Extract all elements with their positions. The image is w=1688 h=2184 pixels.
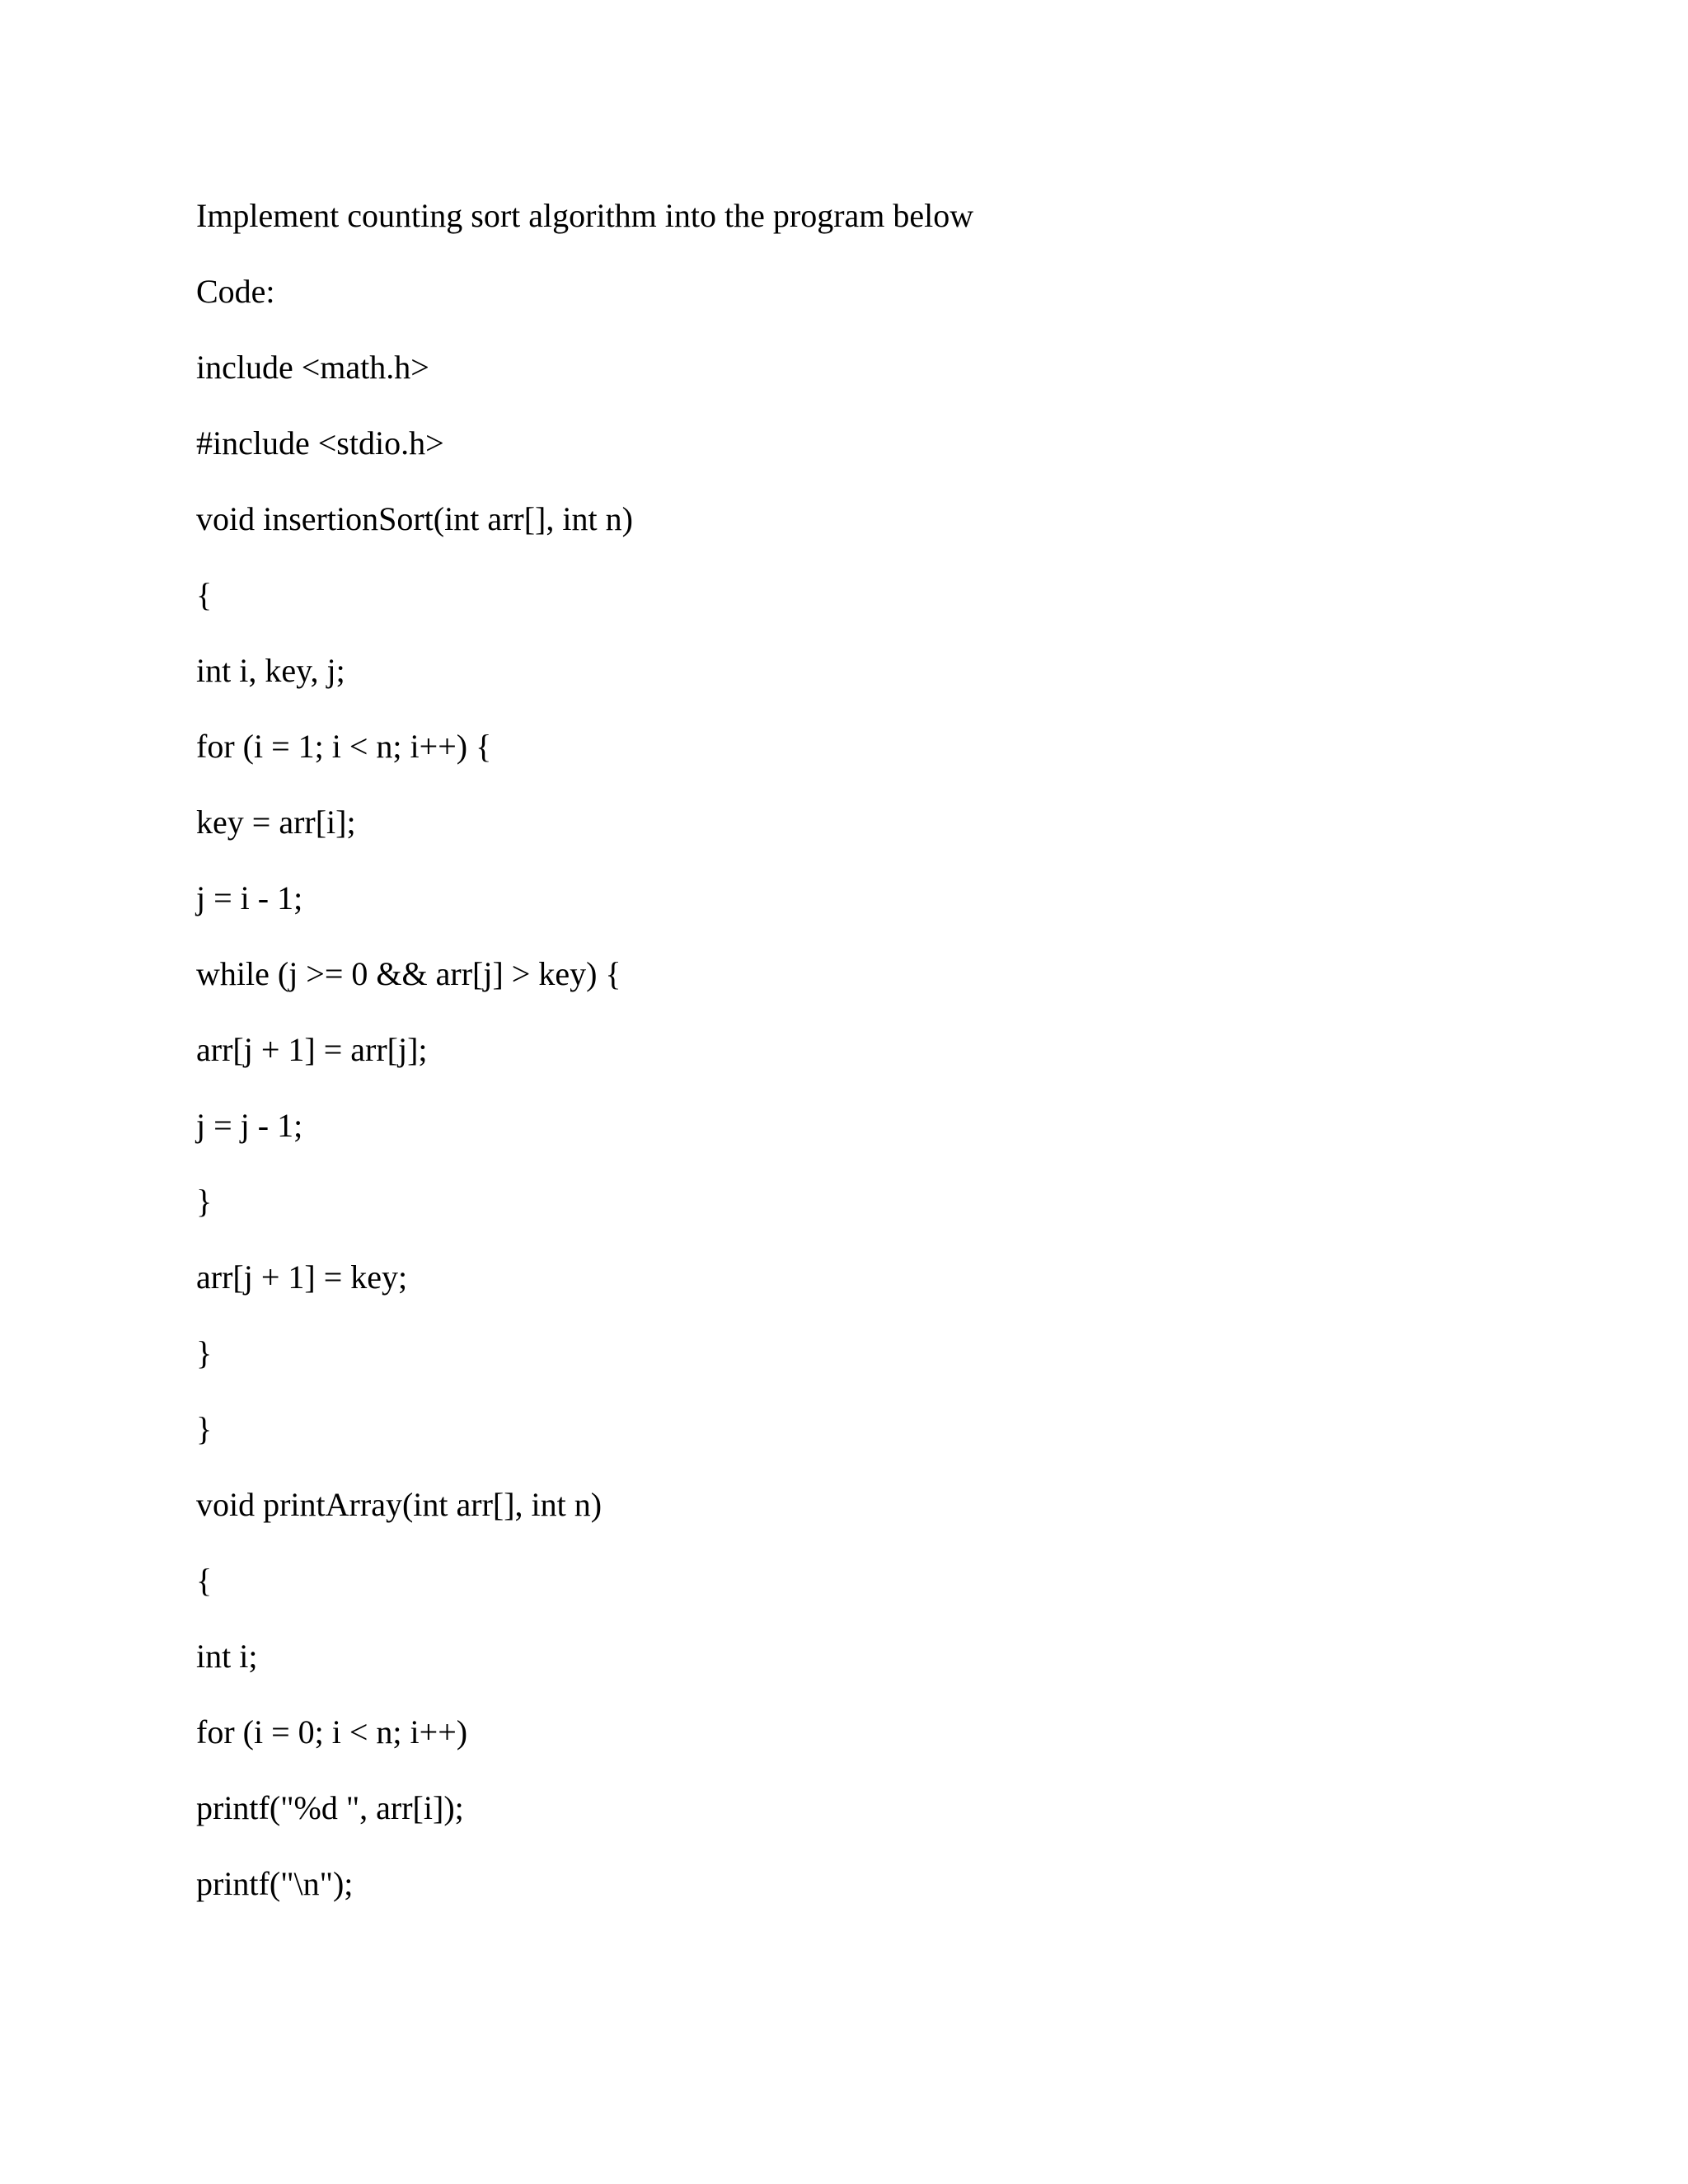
code-line-shift-element: arr[j + 1] = arr[j];	[196, 1031, 428, 1068]
code-line-for-loop-2: for (i = 0; i < n; i++)	[196, 1713, 468, 1750]
code-line-insertion-sort-signature: void insertionSort(int arr[], int n)	[196, 500, 633, 537]
code-line-key-assign: key = arr[i];	[196, 804, 356, 841]
code-line-close-for: }	[196, 1334, 213, 1371]
code-line-print-array-signature: void printArray(int arr[], int n)	[196, 1486, 603, 1523]
code-line-printf-newline: printf("\n");	[196, 1865, 354, 1902]
code-line-int-i: int i;	[196, 1638, 258, 1675]
instruction-text: Implement counting sort algorithm into the program below	[196, 197, 974, 234]
code-line-for-loop: for (i = 1; i < n; i++) {	[196, 728, 492, 765]
code-line-include-stdio: #include <stdio.h>	[196, 424, 444, 462]
code-line-j-assign: j = i - 1;	[196, 879, 303, 916]
code-line-insert-key: arr[j + 1] = key;	[196, 1258, 408, 1296]
code-line-include-math: include <math.h>	[196, 349, 429, 386]
document-content	[196, 191, 1515, 1935]
code-line-close-while: }	[196, 1183, 213, 1220]
code-line-printf-element: printf("%d ", arr[i]);	[196, 1789, 464, 1826]
code-line-decrement-j: j = j - 1;	[196, 1107, 303, 1144]
code-label: Code:	[196, 273, 275, 310]
code-line-while-loop: while (j >= 0 && arr[j] > key) {	[196, 955, 621, 992]
code-line-close-function: }	[196, 1410, 213, 1447]
code-line-open-brace-2: {	[196, 1562, 213, 1599]
code-line-declarations: int i, key, j;	[196, 652, 345, 689]
code-line-open-brace: {	[196, 576, 213, 613]
